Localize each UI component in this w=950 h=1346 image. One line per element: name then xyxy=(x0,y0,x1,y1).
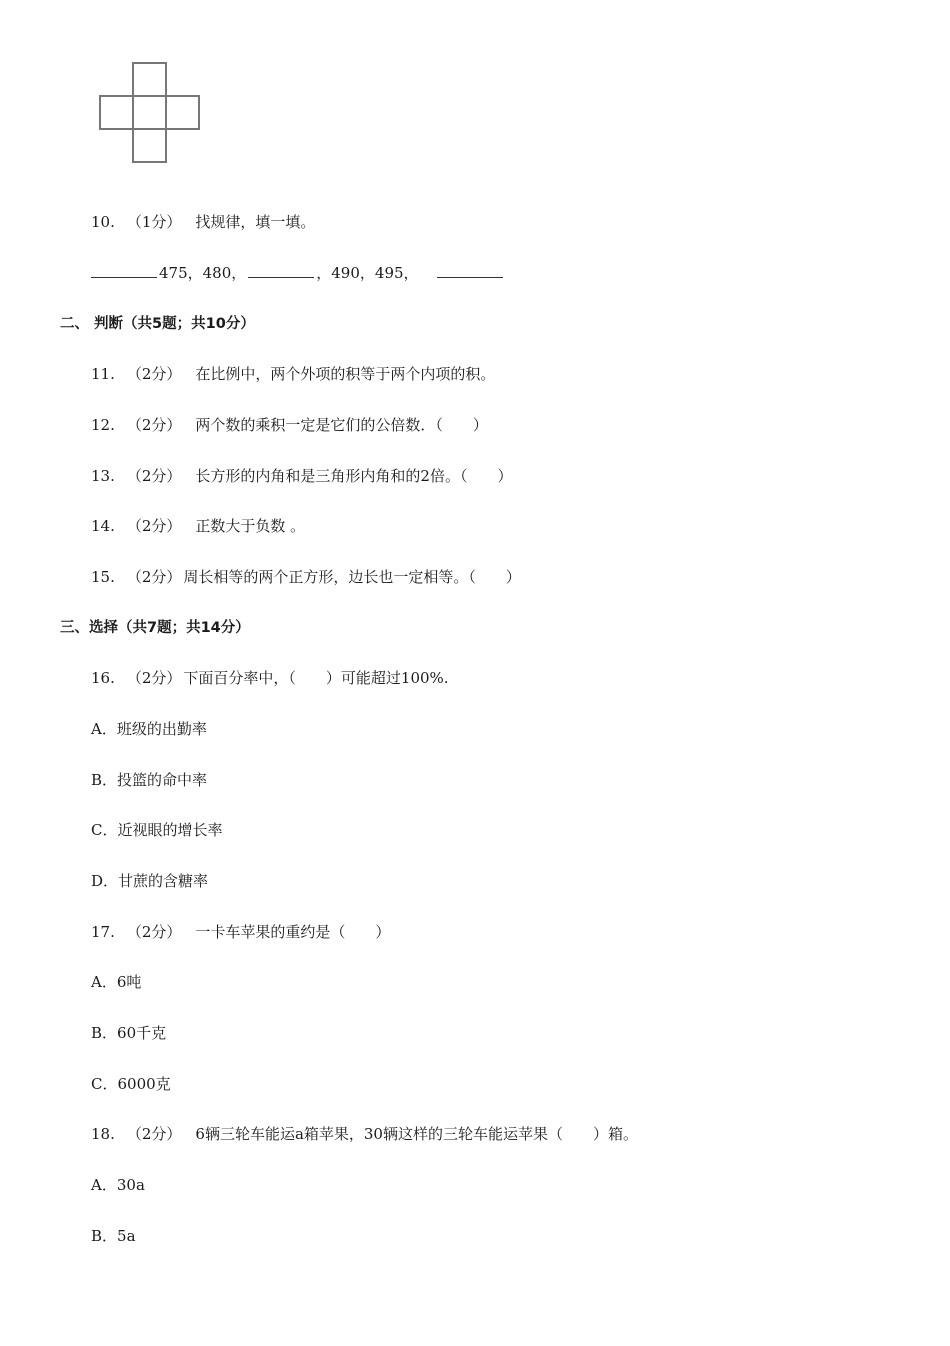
sequence-part-2: ，490，495， xyxy=(316,264,419,282)
option-letter: B xyxy=(91,1227,103,1245)
option-letter: B xyxy=(91,771,103,789)
option-separator: ． xyxy=(102,1227,118,1245)
question-16 xyxy=(91,668,449,688)
question-15 xyxy=(91,567,521,587)
question-number: 12. xyxy=(91,416,115,434)
section-2-heading: 二、 判断（共5题；共10分） xyxy=(60,316,255,332)
question-14 xyxy=(91,516,305,536)
option-text: 5a xyxy=(117,1227,136,1245)
option-separator: ． xyxy=(101,720,117,738)
question-11 xyxy=(91,364,495,384)
option-16-c[interactable] xyxy=(91,820,223,840)
option-letter: D xyxy=(91,872,104,890)
option-separator: ． xyxy=(102,771,118,789)
question-score: （2分） xyxy=(126,568,182,586)
option-text: 班级的出勤率 xyxy=(116,720,207,738)
option-letter: C xyxy=(91,1075,103,1093)
option-text: 6吨 xyxy=(116,973,142,991)
option-separator: ． xyxy=(101,973,117,991)
question-text: 两个数的乘积一定是它们的公倍数．（ ） xyxy=(195,416,488,434)
question-score: （1分） xyxy=(126,213,182,231)
question-score: （2分） xyxy=(126,365,182,383)
question-score: （2分） xyxy=(126,669,182,687)
question-12 xyxy=(91,415,488,435)
option-17-a[interactable] xyxy=(91,972,141,992)
question-text: 找规律，填一填。 xyxy=(195,213,316,231)
question-number: 17. xyxy=(91,923,115,941)
option-letter: B xyxy=(91,1024,103,1042)
question-text: 一卡车苹果的重约是（ ） xyxy=(195,923,391,941)
question-number: 15. xyxy=(91,568,115,586)
net-square-center xyxy=(133,96,166,129)
question-text: 周长相等的两个正方形，边长也一定相等。（ ） xyxy=(183,568,521,586)
answer-blank-2[interactable] xyxy=(248,263,314,278)
option-text: 近视眼的增长率 xyxy=(117,821,223,839)
option-text: 甘蔗的含糖率 xyxy=(118,872,209,890)
option-17-b[interactable] xyxy=(91,1023,166,1043)
question-text: 长方形的内角和是三角形内角和的2倍。（ ） xyxy=(195,467,513,485)
sequence-part-1: 475，480， xyxy=(159,264,247,282)
question-score: （2分） xyxy=(126,416,182,434)
option-18-a[interactable] xyxy=(91,1175,145,1195)
answer-blank-1[interactable] xyxy=(91,263,157,278)
question-text: 在比例中，两个外项的积等于两个内项的积。 xyxy=(195,365,496,383)
question-score: （2分） xyxy=(126,1125,182,1143)
option-letter: A xyxy=(91,720,102,738)
option-separator: ． xyxy=(102,1075,118,1093)
net-square-top xyxy=(133,63,166,96)
question-number: 10. xyxy=(91,213,115,231)
question-10 xyxy=(91,212,315,232)
option-16-d[interactable] xyxy=(91,871,208,891)
question-text: 6辆三轮车能运a箱苹果，30辆这样的三轮车能运苹果（ ）箱。 xyxy=(195,1125,638,1143)
question-13 xyxy=(91,466,512,486)
net-square-left xyxy=(100,96,133,129)
answer-blank-3[interactable] xyxy=(437,263,503,278)
question-number: 13. xyxy=(91,467,115,485)
option-text: 6000克 xyxy=(117,1075,171,1093)
option-16-a[interactable] xyxy=(91,719,207,739)
option-text: 60千克 xyxy=(117,1024,167,1042)
option-18-b[interactable] xyxy=(91,1226,136,1246)
option-letter: A xyxy=(91,973,102,991)
question-number: 14. xyxy=(91,517,115,535)
question-score: （2分） xyxy=(126,517,182,535)
net-square-bottom xyxy=(133,129,166,162)
option-separator: ． xyxy=(103,872,119,890)
option-16-b[interactable] xyxy=(91,770,207,790)
question-10-sequence xyxy=(91,263,503,283)
question-number: 11. xyxy=(91,365,115,383)
question-number: 16. xyxy=(91,669,115,687)
question-18 xyxy=(91,1124,638,1144)
option-text: 30a xyxy=(116,1176,145,1194)
question-17 xyxy=(91,922,390,942)
section-3-heading: 三、选择（共7题；共14分） xyxy=(60,620,250,636)
question-score: （2分） xyxy=(126,467,182,485)
option-text: 投篮的命中率 xyxy=(117,771,208,789)
option-separator: ． xyxy=(101,1176,117,1194)
question-text: 下面百分率中，（ ）可能超过100%. xyxy=(183,669,449,687)
question-text: 正数大于负数 。 xyxy=(195,517,306,535)
option-17-c[interactable] xyxy=(91,1074,171,1094)
option-separator: ． xyxy=(102,821,118,839)
net-square-right xyxy=(166,96,199,129)
option-letter: A xyxy=(91,1176,102,1194)
option-letter: C xyxy=(91,821,103,839)
question-number: 18. xyxy=(91,1125,115,1143)
question-score: （2分） xyxy=(126,923,182,941)
option-separator: ． xyxy=(102,1024,118,1042)
cube-net-figure xyxy=(96,60,206,164)
